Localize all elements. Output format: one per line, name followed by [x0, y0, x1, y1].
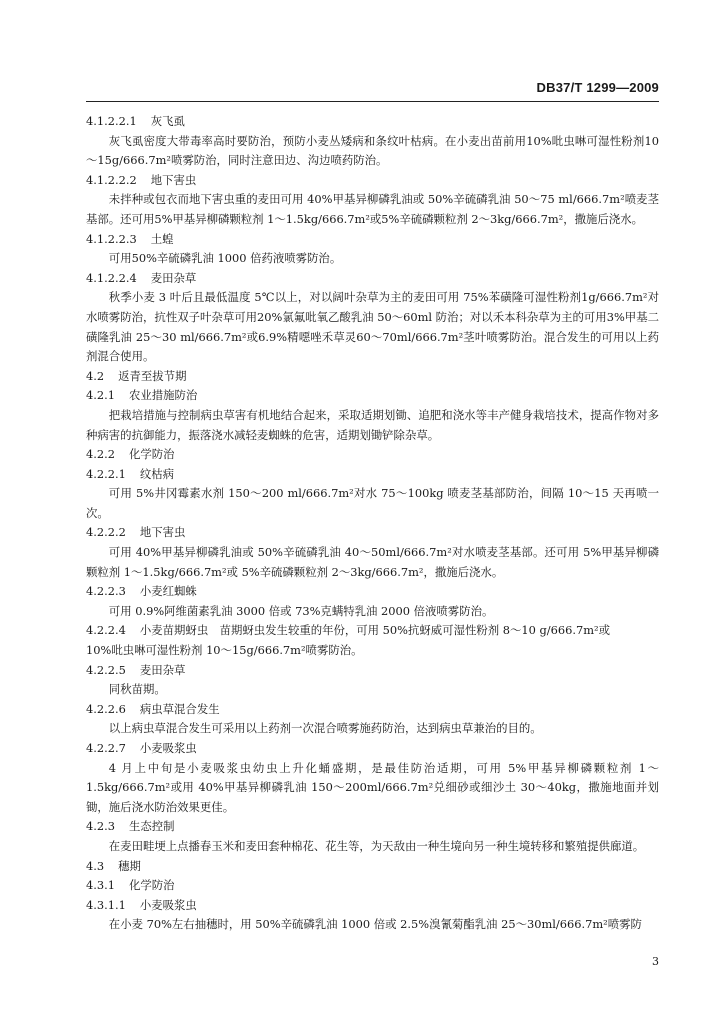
section-number: 4.1.2.2.2 [86, 172, 137, 187]
section-number: 4.2.2.1 [86, 466, 126, 481]
section-heading [86, 171, 659, 191]
paragraph: 灰飞虱密度大带毒率高时要防治，预防小麦丛矮病和条纹叶枯病。在小麦出苗前用10%吡虫啉可湿性粉剂10～15g/666.7m²喷雾防治，同时注意田边、沟边喷药防治。 [86, 133, 659, 168]
header-rule [86, 101, 659, 102]
section-heading [86, 523, 659, 543]
paragraph: 可用50%辛硫磷乳油 1000 倍药液喷雾防治。 [108, 251, 342, 266]
section-number: 4.3.1.1 [86, 897, 126, 912]
paragraph: 把栽培措施与控制病虫草害有机地结合起来，采取适期划锄、追肥和浇水等丰产健身栽培技术，提高作物对多种病害的抗御能力，振落浇水减轻麦蜘蛛的危害，适期划锄铲除杂草。 [86, 407, 659, 442]
paragraph: 在小麦 70%左右抽穗时，用 50%辛硫磷乳油 1000 倍或 2.5%溴氰菊酯乳油 25～30ml/666.7m²喷雾防 [108, 917, 642, 932]
paragraph: 可用 0.9%阿维菌素乳油 3000 倍或 73%克螨特乳油 2000 倍液喷雾防治。 [108, 603, 494, 618]
section-number: 4.2.2.4 [86, 623, 126, 638]
section-title: 小麦苗期蚜虫 苗期蚜虫发生较重的年份，可用 50%抗蚜威可湿性粉剂 8～10 g/666.7m²或 [139, 623, 610, 638]
paragraph: 未拌种或包衣而地下害虫重的麦田可用 40%甲基异柳磷乳油或 50%辛硫磷乳油 50～75 ml/666.7m²喷麦茎基部。还可用5%甲基异柳磷颗粒剂 1～1.5kg/666.7m²或5%辛硫磷颗粒剂 2～3kg/666.7m²，撒施后浇水。 [86, 192, 659, 226]
section-heading [86, 465, 659, 485]
section-title: 化学防治 [128, 447, 175, 462]
standard-code: DB37/T 1299—2009 [536, 80, 659, 95]
section-number: 4.2.3 [86, 819, 115, 834]
paragraph: 可用 5%井冈霉素水剂 150～200 ml/666.7m²对水 75～100kg 喷麦茎基部防治，间隔 10～15 天再喷一次。 [86, 486, 659, 520]
section-number: 4.3.1 [86, 878, 115, 893]
section-title: 灰飞虱 [150, 114, 185, 128]
section-heading [86, 112, 659, 132]
section-heading [86, 817, 659, 837]
section-title: 麦田杂草 [150, 270, 197, 285]
section-number: 4.1.2.2.3 [86, 231, 137, 246]
section-title: 返青至拔节期 [118, 368, 187, 383]
section-heading [86, 739, 659, 759]
section-title: 麦田杂草 [139, 662, 186, 677]
section-number: 4.2.2.6 [86, 701, 126, 716]
paragraph: 10%吡虫啉可湿性粉剂 10～15g/666.7m²喷雾防治。 [86, 643, 363, 658]
section-title: 小麦吸浆虫 [139, 897, 197, 912]
section-title: 生态控制 [128, 819, 175, 834]
section-title: 农业措施防治 [128, 388, 198, 403]
section-title: 病虫草混合发生 [139, 701, 220, 716]
section-number: 4.2 [86, 368, 105, 383]
section-heading [86, 445, 659, 465]
paragraph: 秋季小麦 3 叶后且最低温度 5℃以上，对以阔叶杂草为主的麦田可用 75%苯磺隆可湿性粉剂1g/666.7m²对水喷雾防治，抗性双子叶杂草可用20%氯氟吡氧乙酸乳油 50～60ml 防治；对以禾本科杂草为主的可用3%甲基二磺隆乳油 25～30 ml/666.7m²或6.9%精噁唑禾草灵60～70ml/666.7m²茎叶喷雾防治。混合发生的可用以上药剂混合使用。 [86, 290, 659, 364]
paragraph: 同秋苗期。 [108, 682, 166, 697]
document-body [86, 112, 659, 935]
section-number: 4.3 [86, 858, 105, 873]
section-number: 4.2.1 [86, 388, 115, 403]
section-number: 4.1.2.2.4 [86, 270, 137, 285]
section-number: 4.2.2.2 [86, 525, 126, 540]
section-heading [86, 700, 659, 720]
paragraph: 在麦田畦埂上点播春玉米和麦田套种棉花、花生等，为天敌由一种生境向另一种生境转移和繁殖提供廊道。 [108, 838, 645, 853]
section-heading [86, 582, 659, 602]
section-heading [86, 896, 659, 916]
section-heading [86, 386, 659, 406]
section-heading [86, 230, 659, 250]
section-number: 4.2.2.5 [86, 662, 126, 677]
section-heading [86, 876, 659, 896]
section-title: 化学防治 [128, 878, 175, 893]
section-number: 4.1.2.2.1 [86, 114, 137, 128]
section-heading [86, 367, 659, 387]
page-number: 3 [652, 955, 659, 968]
section-title: 地下害虫 [139, 525, 186, 540]
section-title: 穗期 [118, 858, 141, 873]
paragraph: 4 月上中旬是小麦吸浆虫幼虫上升化蛹盛期，是最佳防治适期，可用 5%甲基异柳磷颗粒剂 1～1.5kg/666.7m²或用 40%甲基异柳磷乳油 150～200ml/666.7m²兑细砂或细沙土 30～40kg，撒施地面并划锄，施后浇水防治效果更佳。 [86, 760, 659, 814]
section-number: 4.2.2.3 [86, 584, 126, 599]
section-heading [86, 661, 659, 681]
section-title: 土蝗 [150, 231, 174, 246]
section-heading [86, 857, 659, 877]
paragraph: 以上病虫草混合发生可采用以上药剂一次混合喷雾施药防治，达到病虫草兼治的目的。 [108, 721, 542, 736]
section-heading [86, 269, 659, 289]
section-heading [86, 621, 659, 641]
paragraph: 可用 40%甲基异柳磷乳油或 50%辛硫磷乳油 40～50ml/666.7m²对水喷麦茎基部。还可用 5%甲基异柳磷颗粒剂 1～1.5kg/666.7m²或 5%辛硫磷颗粒剂 2～3kg/666.7m²，撒施后浇水。 [86, 545, 659, 579]
section-number: 4.2.2 [86, 447, 115, 462]
section-title: 小麦红蜘蛛 [139, 584, 197, 599]
section-title: 纹枯病 [139, 466, 175, 481]
section-number: 4.2.2.7 [86, 741, 126, 755]
section-title: 地下害虫 [150, 172, 197, 187]
section-title: 小麦吸浆虫 [139, 741, 197, 755]
